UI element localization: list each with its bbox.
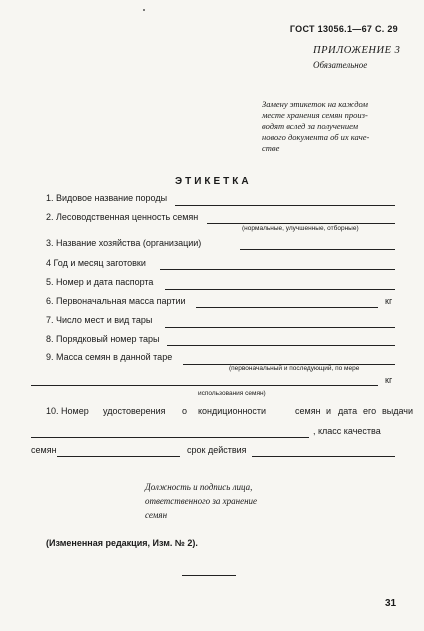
field-current-mass-hint-1: (первоначальный и последующий, по мере [229,365,360,372]
signature-line-1: Должность и подпись лица, [145,482,253,492]
field-certificate-word-9: выдачи [382,406,414,416]
appendix-mandatory: Обязательное [313,60,368,70]
signature-line-3: семян [145,510,168,520]
field-initial-mass-label: 6. Первоначальная масса партии [46,296,186,306]
appendix-title: ПРИЛОЖЕНИЕ 3 [313,45,401,56]
field-certificate-word-4: кондиционности [198,406,267,416]
field-current-mass-line [183,355,395,365]
field-certificate-word-3: о [182,406,188,416]
note-line-2: месте хранения семян произ- [262,110,368,120]
gost-header: ГОСТ 13056.1—67 С. 29 [289,24,398,34]
field-passport-label: 5. Номер и дата паспорта [46,277,154,287]
field-initial-mass-unit: кг [385,296,393,306]
field-passport-line [165,280,395,290]
field-species-line [175,196,395,206]
signature-line-2: ответственного за хранение [145,496,258,506]
field-containers-line [165,318,395,328]
note-line-3: водят вслед за получением [262,121,359,131]
field-certificate-word-2: удостоверения [103,406,166,416]
field-validity-label: срок действия [187,445,247,455]
field-container-number-label: 8. Порядковый номер тары [46,334,160,344]
page-number: 31 [385,598,397,609]
field-current-mass-line-2 [31,376,378,386]
field-species-label: 1. Видовое название породы [46,193,168,203]
field-organization-label: 3. Название хозяйства (организации) [46,238,202,248]
field-seeds-line [57,447,180,457]
field-certificate-word-6: и [326,406,332,416]
note-line-4: нового документа об их каче- [262,132,370,142]
note-line-1: Замену этикеток на каждом [262,99,368,109]
field-validity-line [252,447,395,457]
field-certificate-line [31,428,309,438]
label-title: ЭТИКЕТКА [175,176,252,187]
field-initial-mass-line [196,298,378,308]
field-value-hint: (нормальные, улучшенные, отборные) [242,225,359,232]
field-containers-label: 7. Число мест и вид тары [46,315,153,325]
field-container-number-line [167,336,395,346]
field-certificate-word-1: 10. Номер [46,406,89,416]
field-organization-line [240,240,395,250]
field-certificate-word-7: дата [338,406,358,416]
field-quality-class-label: , класс качества [313,426,381,436]
revision-note: (Измененная редакция, Изм. № 2). [46,538,198,548]
field-value-label: 2. Лесоводственная ценность семян [46,212,199,222]
field-current-mass-hint-2: использования семян) [198,390,266,397]
note-line-5: стве [262,143,280,153]
field-certificate-word-8: его [363,406,377,416]
scan-dot [143,9,145,11]
field-current-mass-label: 9. Масса семян в данной таре [46,352,173,362]
field-seeds-label: семян [31,445,57,455]
field-current-mass-unit: кг [385,375,393,385]
field-value-line [207,214,395,224]
field-harvest-date-line [160,260,395,270]
end-separator [182,575,236,576]
field-certificate-word-5: семян [295,406,321,416]
field-harvest-date-label: 4 Год и месяц заготовки [46,258,146,268]
